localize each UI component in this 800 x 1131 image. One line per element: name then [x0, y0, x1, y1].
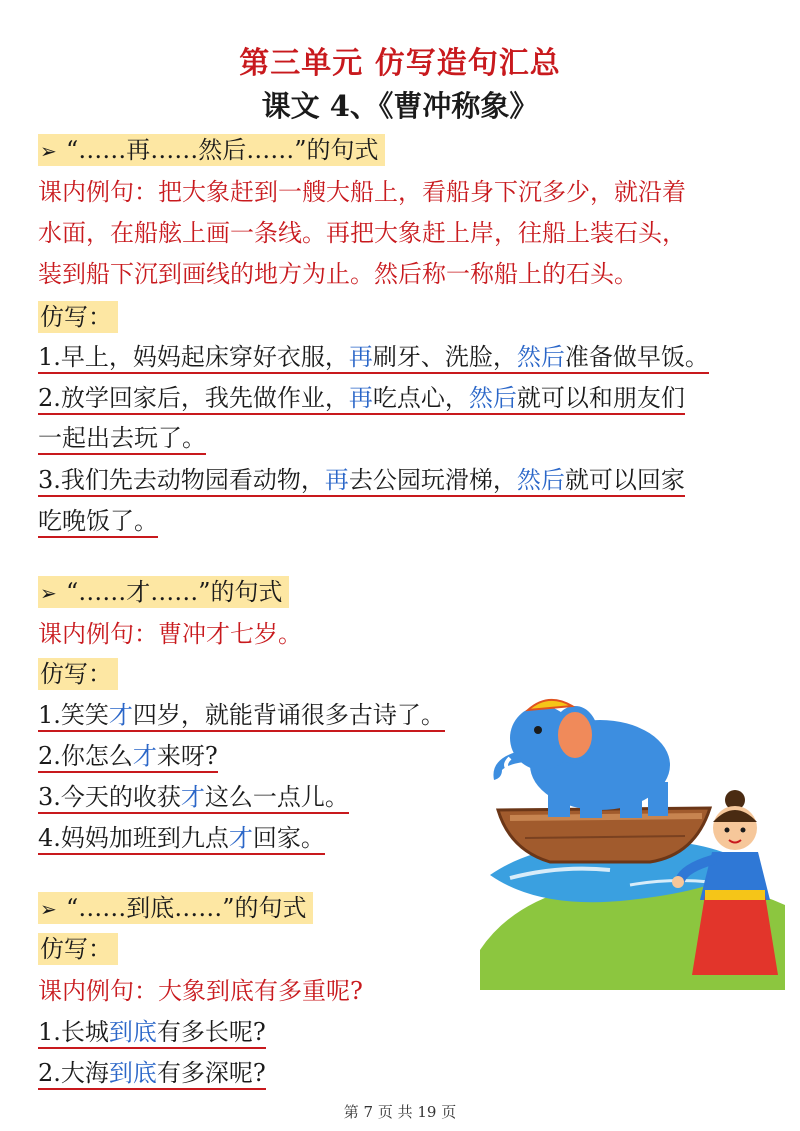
- example-line-3: 装到船下沉到画线的地方为止。然后称一称船上的石头。: [38, 260, 638, 288]
- sentence-2-2: 2.你怎么才来呀?: [38, 739, 218, 773]
- sentence-1-2-cont: 一起出去玩了。: [38, 421, 206, 455]
- sentence-3-2: 2.大海到底有多深呢?: [38, 1056, 266, 1090]
- sentence-2-4: 4.妈妈加班到九点才回家。: [38, 821, 325, 855]
- section-heading-3: ➢ “……到底……”的句式: [38, 891, 313, 926]
- arrow-bullet-icon: ➢: [40, 581, 57, 605]
- lesson-title: 课文 4、《曹冲称象》: [261, 89, 539, 123]
- page-footer: 第 7 页 共 19 页: [343, 1103, 457, 1121]
- sentence-2-1: 1.笑笑才四岁，就能背诵很多古诗了。: [38, 698, 445, 732]
- sentence-1-1: 1.早上，妈妈起床穿好衣服，再刷牙、洗脸，然后准备做早饭。: [38, 340, 709, 374]
- sentence-1-3: 3.我们先去动物园看动物，再去公园玩滑梯，然后就可以回家: [38, 463, 685, 497]
- arrow-bullet-icon: ➢: [40, 139, 57, 163]
- practice-label-3: 仿写：: [38, 932, 118, 966]
- section-heading-1: ➢ “……再……然后……”的句式: [38, 133, 385, 168]
- sentence-1-3-cont: 吃晚饭了。: [38, 504, 158, 538]
- sentence-1-2: 2.放学回家后，我先做作业，再吃点心，然后就可以和朋友们: [38, 381, 685, 415]
- sentence-3-1: 1.长城到底有多长呢?: [38, 1015, 266, 1049]
- sentence-2-3: 3.今天的收获才这么一点儿。: [38, 780, 349, 814]
- section-heading-2: ➢ “……才……”的句式: [38, 575, 289, 610]
- practice-label-2: 仿写：: [38, 657, 118, 691]
- example-line-2: 水面，在船舷上画一条线。再把大象赶上岸，往船上装石头，: [38, 219, 686, 247]
- practice-label-1: 仿写：: [38, 300, 118, 334]
- example-line-1: 课内例句：把大象赶到一艘大船上，看船身下沉多少，就沿着: [38, 178, 686, 206]
- example-line-s2: 课内例句：曹冲才七岁。: [38, 620, 302, 648]
- elephant-on-boat-illustration: [480, 690, 785, 990]
- page-title: 第三单元 仿写造句汇总: [239, 46, 561, 81]
- example-line-s3: 课内例句：大象到底有多重呢?: [38, 977, 363, 1005]
- arrow-bullet-icon: ➢: [40, 897, 57, 921]
